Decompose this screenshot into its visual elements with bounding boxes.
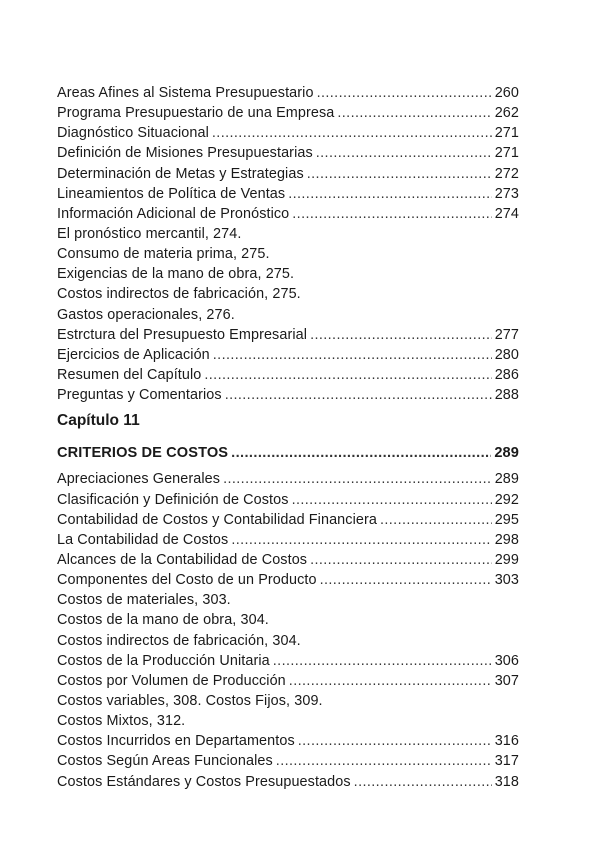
toc-entry-page-number: 295 [494, 511, 519, 528]
toc-entry-page-number: 271 [494, 145, 519, 162]
toc-entry [57, 590, 519, 610]
toc-entry [57, 772, 519, 792]
toc-entry [57, 264, 519, 284]
leader-dots [288, 184, 491, 204]
toc-entry-title: Determinación de Metas y Estrategias [57, 165, 304, 182]
toc-entry-title: Clasificación y Definición de Costos [57, 491, 289, 508]
toc-entry-title: Diagnóstico Situacional [57, 125, 209, 142]
toc-entry [57, 123, 519, 143]
toc-entry-title: Gastos operacionales, 276. [57, 306, 235, 323]
leader-dots [298, 731, 492, 751]
chapter-title-entry [57, 443, 519, 463]
leader-dots [316, 143, 492, 163]
toc-entry-title: Costos variables, 308. Costos Fijos, 309. [57, 692, 323, 709]
leader-dots [320, 570, 492, 590]
toc-entry-title: Definición de Misiones Presupuestarias [57, 145, 313, 162]
leader-dots [292, 490, 492, 510]
toc-entry-title: La Contabilidad de Costos [57, 531, 229, 548]
toc-entry-page-number: 317 [494, 753, 519, 770]
toc-entry [57, 469, 519, 489]
toc-entry-page-number: 260 [494, 85, 519, 101]
toc-entry-page-number: 303 [494, 572, 519, 589]
leader-dots [317, 83, 492, 103]
toc-entry-title: Alcances de la Contabilidad de Costos [57, 551, 308, 568]
toc-entry [57, 731, 519, 751]
toc-entry-title: Programa Presupuestario de una Empresa [57, 105, 335, 122]
toc-entry-title: Costos indirectos de fabricación, 304. [57, 632, 301, 649]
toc-entry [57, 631, 519, 651]
toc-entry [57, 550, 519, 570]
toc-entry-title: Ejercicios de Aplicación [57, 346, 210, 363]
toc-entry-title: Costos Mixtos, 312. [57, 713, 186, 730]
toc-entry-page-number: 298 [494, 531, 519, 548]
leader-dots [310, 550, 492, 570]
toc-entry-title: Contabilidad de Costos y Contabilidad Financiera [57, 511, 377, 528]
toc-entry [57, 490, 519, 510]
leader-dots [354, 772, 492, 792]
toc-entry [57, 510, 519, 530]
toc-entry-title: Costos indirectos de fabricación, 275. [57, 286, 301, 303]
toc-entry-page-number: 307 [494, 672, 519, 689]
toc-entry-title: Información Adicional de Pronóstico [57, 205, 290, 222]
toc-entry [57, 224, 519, 244]
toc-entry [57, 711, 519, 731]
toc-entry [57, 345, 519, 365]
toc-entry-page-number: 318 [494, 773, 519, 790]
toc-entry-title: Costos Estándares y Costos Presupuestados [57, 773, 351, 790]
toc-entry [57, 305, 519, 325]
toc-entry-page-number: 289 [494, 471, 519, 488]
chapter-page-number: 289 [494, 445, 519, 462]
toc-entry-title: Estrctura del Presupuesto Empresarial [57, 326, 308, 343]
toc-entry [57, 244, 519, 264]
toc-entry-title: Apreciaciones Generales [57, 471, 221, 488]
toc-section-top [57, 83, 519, 405]
toc-section-bottom [57, 469, 519, 791]
toc-entry-title: Preguntas y Comentarios [57, 387, 222, 404]
table-of-contents [57, 83, 519, 792]
toc-entry-title: Costos de materiales, 303. [57, 592, 231, 609]
toc-entry [57, 143, 519, 163]
toc-entry-page-number: 306 [494, 652, 519, 669]
leader-dots [212, 123, 492, 143]
toc-entry [57, 570, 519, 590]
toc-entry [57, 751, 519, 771]
toc-entry-title: Costos de la Producción Unitaria [57, 652, 270, 669]
toc-entry-title: Lineamientos de Política de Ventas [57, 185, 286, 202]
toc-entry-title: Consumo de materia prima, 275. [57, 246, 270, 263]
leader-dots [231, 530, 491, 550]
leader-dots [310, 325, 492, 345]
toc-entry-title: Componentes del Costo de un Producto [57, 572, 317, 589]
leader-dots [225, 385, 492, 405]
toc-entry-page-number: 272 [494, 165, 519, 182]
toc-entry-page-number: 277 [494, 326, 519, 343]
toc-entry [57, 610, 519, 630]
toc-entry-page-number: 288 [494, 387, 519, 404]
leader-dots [337, 103, 491, 123]
toc-entry-title: Costos de la mano de obra, 304. [57, 612, 269, 629]
toc-entry-page-number: 274 [494, 205, 519, 222]
toc-entry-page-number: 316 [494, 733, 519, 750]
chapter-title: CRITERIOS DE COSTOS [57, 445, 229, 462]
leader-dots [204, 365, 491, 385]
toc-entry [57, 83, 519, 103]
leader-dots [231, 443, 491, 463]
toc-entry [57, 103, 519, 123]
toc-entry-title: El pronóstico mercantil, 274. [57, 225, 242, 242]
leader-dots [273, 651, 492, 671]
toc-entry-title: Costos Incurridos en Departamentos [57, 733, 295, 750]
toc-entry [57, 691, 519, 711]
leader-dots [223, 469, 492, 489]
leader-dots [276, 751, 492, 771]
toc-entry [57, 365, 519, 385]
leader-dots [380, 510, 492, 530]
toc-entry-page-number: 262 [494, 105, 519, 122]
leader-dots [307, 164, 492, 184]
toc-entry-title: Costos Según Areas Funcionales [57, 753, 273, 770]
toc-entry [57, 184, 519, 204]
toc-entry-title: Costos por Volumen de Producción [57, 672, 286, 689]
toc-entry [57, 671, 519, 691]
leader-dots [289, 671, 492, 691]
toc-entry-page-number: 271 [494, 125, 519, 142]
toc-entry [57, 284, 519, 304]
toc-entry [57, 204, 519, 224]
toc-entry-page-number: 299 [494, 551, 519, 568]
toc-entry-page-number: 292 [494, 491, 519, 508]
toc-entry [57, 164, 519, 184]
toc-entry [57, 530, 519, 550]
chapter-heading: Capítulo 11 [57, 412, 140, 430]
leader-dots [213, 345, 492, 365]
toc-entry-title: Resumen del Capítulo [57, 366, 202, 383]
toc-entry [57, 325, 519, 345]
toc-entry-page-number: 286 [494, 366, 519, 383]
toc-entry-page-number: 280 [494, 346, 519, 363]
toc-entry-title: Exigencias de la mano de obra, 275. [57, 266, 295, 283]
toc-entry-title: Areas Afines al Sistema Presupuestario [57, 85, 314, 101]
leader-dots [292, 204, 491, 224]
toc-entry-page-number: 273 [494, 185, 519, 202]
toc-entry [57, 385, 519, 405]
toc-entry [57, 651, 519, 671]
